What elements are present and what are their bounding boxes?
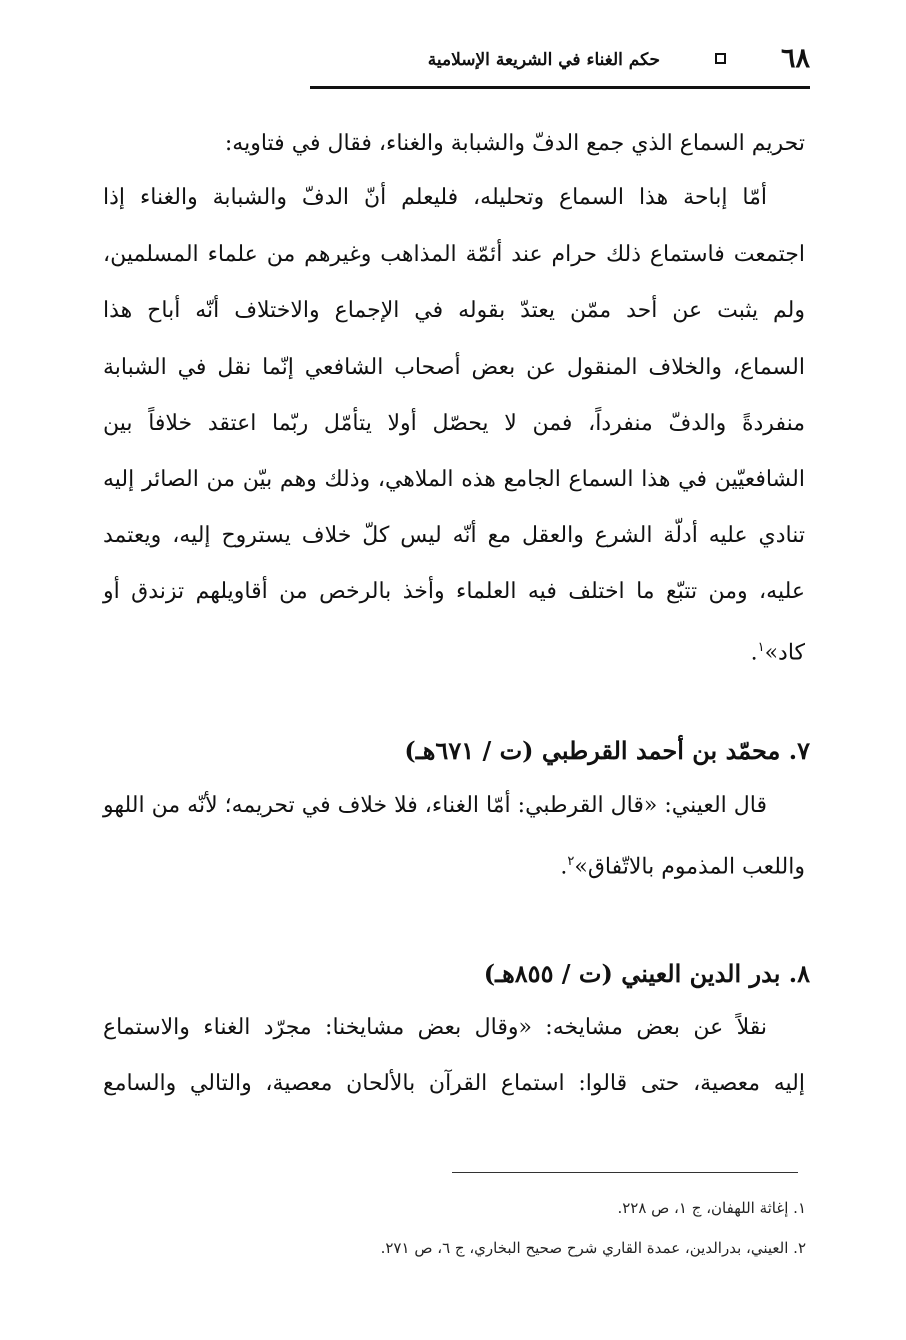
footnote-separator: [452, 1172, 798, 1173]
header-rule: [310, 86, 810, 89]
text-line: قال العيني: «قال القرطبي: أمّا الغناء، فلا خلاف في تحريمه؛ لأنّه من اللهو: [103, 793, 767, 818]
text-line: عليه، ومن تتبّع ما اختلف فيه العلماء وأخذ بالرخص من أقاويلهم تزندق أو: [103, 579, 805, 604]
footnote-ref: ٢: [567, 854, 575, 869]
text-line: منفردةً والدفّ منفرداً، فمن لا يحصّل أولا يتأمّل ربّما اعتقد خلافاً بين: [103, 411, 805, 436]
text-line: الشافعيّين في هذا السماع الجامع هذه الملاهي، وذلك وهم بيّن من الصائر إليه: [103, 467, 805, 492]
text-line-end: [103, 846, 805, 880]
text-line: ولم يثبت عن أحد ممّن يعتدّ بقوله في الإجماع والاختلاف أنّه أباح هذا: [103, 298, 805, 323]
text-line: تنادي عليه أدلّة الشرع والعقل مع أنّه ليس كلّ خلاف يستروح إليه، ويعتمد: [103, 523, 805, 548]
footnote-ref: ١: [757, 640, 765, 655]
footnote-1: ١. إغاثة اللهفان، ج ١، ص ٢٢٨.: [617, 1199, 806, 1217]
section-heading-7: ٧. محمّد بن أحمد القرطبي (ت / ٦٧١هـ): [404, 736, 810, 765]
header-square-ornament: [715, 53, 726, 64]
text-line-end: [103, 632, 805, 666]
text-fragment: كاد»: [764, 640, 805, 666]
text-line: اجتمعت فاستماع ذلك حرام عند أئمّة المذاهب وغيرهم من علماء المسلمين،: [103, 242, 805, 267]
period: .: [750, 640, 758, 666]
period: .: [560, 854, 568, 880]
text-line: السماع، والخلاف المنقول عن بعض أصحاب الشافعي إنّما نقل في الشبابة: [103, 355, 805, 380]
footnote-2: ٢. العيني، بدرالدين، عمدة القاري شرح صحيح البخاري، ج ٦، ص ٢٧١.: [380, 1239, 806, 1257]
text-line: إليه معصية، حتى قالوا: استماع القرآن بالألحان معصية، والتالي والسامع: [103, 1071, 805, 1096]
text-line: أمّا إباحة هذا السماع وتحليله، فليعلم أنّ الدفّ والشبابة والغناء إذا: [103, 185, 767, 210]
section-heading-8: ٨. بدر الدين العيني (ت / ٨٥٥هـ): [483, 959, 810, 988]
text-fragment: واللعب المذموم بالاتّفاق»: [574, 854, 805, 880]
text-line: نقلاً عن بعض مشايخه: «وقال بعض مشايخنا: مجرّد الغناء والاستماع: [103, 1015, 767, 1040]
running-title: حكم الغناء في الشريعة الإسلامية: [427, 50, 660, 70]
page-number: ٦٨: [780, 43, 810, 74]
page-header: [310, 36, 810, 82]
text-line: تحريم السماع الذي جمع الدفّ والشبابة والغناء، فقال في فتاويه:: [224, 131, 805, 156]
